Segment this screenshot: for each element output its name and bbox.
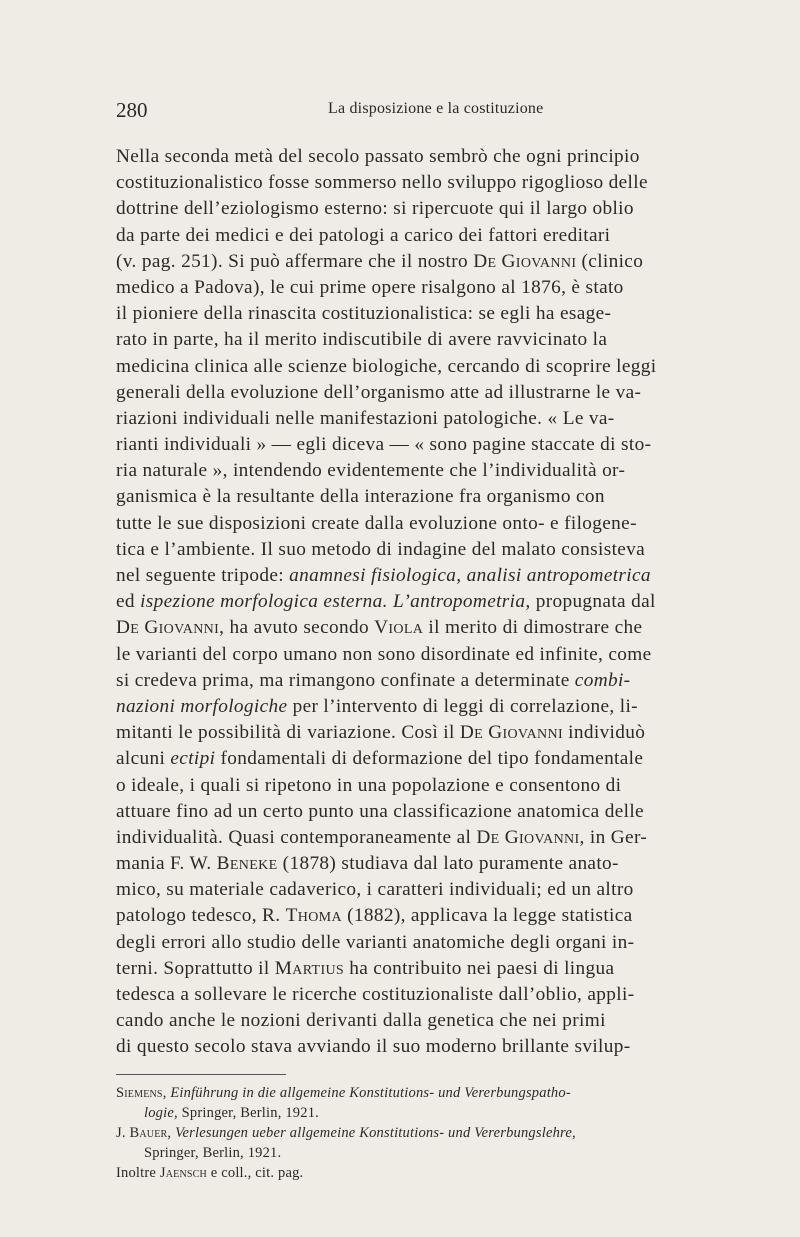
text-line: tutte le sue disposizioni create dalla evoluzione onto- e filogene- [116,512,637,534]
author-name: De Giovanni [116,617,220,639]
book-title: Verlesungen ueber allgemeine Konstitutions- und Vererbungslehre, [175,1125,576,1141]
footnote-line: Siemens, Einführung in die allgemeine Konstitutions- und Vererbungspatho- [116,1085,571,1101]
author-name: Jaensch [159,1165,207,1181]
body-text [116,144,746,1061]
author-name: Thoma [285,905,342,927]
book-title: logie, [144,1105,178,1121]
emphasis: nazioni morfologiche [116,695,288,717]
text-line: nel seguente tripode: anamnesi fisiologica, analisi antropometrica [116,565,651,586]
author-name: Beneke [216,853,278,875]
text-line: De Giovanni, ha avuto secondo Viola il merito di dimostrare che [116,617,643,639]
text-line: cando anche le nozioni derivanti dalla genetica che nei primi [116,1010,606,1032]
text-line: generali della evoluzione dell’organismo atte ad illustrarne le va- [116,381,642,403]
book-title: Einführung in die allgemeine Konstitutions- und Vererbungspatho- [170,1085,571,1101]
text-line: alcuni ectipi fondamentali di deformazione del tipo fondamentale [116,748,644,770]
author-name: De Giovanni [459,722,563,744]
text-line: si credeva prima, ma rimangono confinate a determinate combi- [116,669,631,691]
text-line: tica e l’ambiente. Il suo metodo di indagine del malato consisteva [116,538,646,560]
emphasis: ectipi [170,748,216,770]
text-line: degli errori allo studio delle varianti anatomiche degli organi in- [116,931,635,953]
text-line: attuare fino ad un certo punto una classificazione anatomica delle [116,800,644,822]
author-name: Bauer [129,1125,168,1141]
text-line: riazioni individuali nelle manifestazioni patologiche. « Le va- [116,407,615,429]
text-line: individualità. Quasi contemporaneamente al De Giovanni, in Ger- [116,826,648,848]
footnote-divider [116,1074,286,1075]
page-header [116,98,756,128]
author-name: Siemens [116,1085,163,1101]
author-name: Martius [274,957,345,979]
footnote-line: Inoltre Jaensch e coll., cit. pag. [116,1165,304,1181]
emphasis: combi- [574,669,631,691]
text-line: dottrine dell’eziologismo esterno: si ripercuote qui il largo oblio [116,198,634,220]
footnote-line: J. Bauer, Verlesungen ueber allgemeine Konstitutions- und Vererbungslehre, [116,1125,576,1141]
text-line: le varianti del corpo umano non sono disordinate ed infinite, come [116,643,652,665]
footnote-line: Springer, Berlin, 1921. [144,1145,282,1161]
text-line: ria naturale », intendendo evidentemente che l’individualità or- [116,460,626,482]
text-line: (v. pag. 251). Si può affermare che il nostro De Giovanni (clinico [116,250,644,272]
text-line: mania F. W. Beneke (1878) studiava dal lato puramente anato- [116,853,619,875]
text-line: patologo tedesco, R. Thoma (1882), applicava la legge statistica [116,905,633,927]
footnotes [116,1083,756,1183]
author-name: De Giovanni [476,826,580,848]
text-line: ed ispezione morfologica esterna. L’antropometria, propugnata dal [116,591,656,613]
text-line: mico, su materiale cadaverico, i caratteri individuali; ed un altro [116,879,634,901]
text-line: rato in parte, ha il merito indiscutibile di avere ravvicinato la [116,329,608,351]
text-line: ganismica è la resultante della interazione fra organismo con [116,486,605,508]
text-line: Nella seconda metà del secolo passato sembrò che ogni principio [116,146,640,167]
text-line: nazioni morfologiche per l’intervento di leggi di correlazione, li- [116,695,638,717]
text-line: o ideale, i quali si ripetono in una popolazione e consentono di [116,774,622,796]
text-line: di questo secolo stava avviando il suo moderno brillante svilup- [116,1036,631,1058]
author-name: Viola [374,617,424,639]
page-number: 280 [116,98,148,122]
text-line: terni. Soprattutto il Martius ha contribuito nei paesi di lingua [116,957,615,979]
text-line: il pioniere della rinascita costituzionalistica: se egli ha esage- [116,303,612,325]
text-line: mitanti le possibilità di variazione. Così il De Giovanni individuò [116,722,646,744]
text-line: tedesca a sollevare le ricerche costituzionaliste dall’oblio, appli- [116,984,635,1005]
text-line: medicina clinica alle scienze biologiche, cercando di scoprire leggi [116,355,657,377]
emphasis: anamnesi fisiologica, analisi antropometrica [289,565,651,586]
text-line: costituzionalistico fosse sommerso nello sviluppo rigoglioso delle [116,172,648,194]
emphasis: ispezione morfologica esterna. L’antropometria, [140,591,531,613]
author-name: De Giovanni [473,250,577,272]
running-head: La disposizione e la costituzione [328,100,544,117]
text-line: da parte dei medici e dei patologi a carico dei fattori ereditari [116,224,611,246]
footnote-line: logie, Springer, Berlin, 1921. [144,1105,319,1121]
text-line: medico a Padova), le cui prime opere risalgono al 1876, è stato [116,276,624,298]
text-line: rianti individuali » — egli diceva — « sono pagine staccate di sto- [116,434,652,456]
